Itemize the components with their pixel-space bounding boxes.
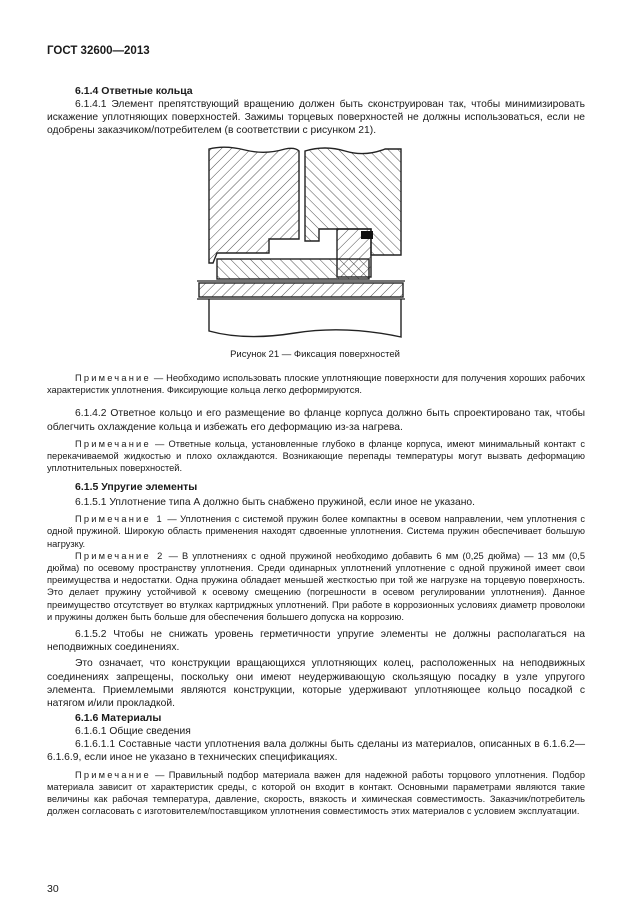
section-6-1-4 [47, 85, 585, 138]
note-1 [47, 513, 585, 550]
rotating-ring [217, 259, 369, 279]
note-label: Примечание 2 [75, 550, 165, 561]
figure-21-drawing [195, 145, 407, 343]
paragraph-6-1-4-2: 6.1.4.2 Ответное кольцо и его размещение во фланце корпуса должно быть спроектировано так, чтобы облегчить охлаждение кольца и избежать его деформацию из-за нагрева. [47, 408, 585, 433]
page-number: 30 [47, 883, 59, 895]
note [47, 769, 585, 818]
document-header: ГОСТ 32600—2013 [47, 45, 150, 57]
housing-left [209, 147, 299, 263]
note-text: — В уплотнениях с одной пружиной необходимо добавить 6 мм (0,25 дюйма) — 13 мм (0,5 дюйма) по осевому пространству уплотнения. Среди одинарных уплотнений уплотнение с одной пружиной имеет свои преимущества и недостатки. Одна пружина обладает меньшей жесткостью при той же нагрузке на торцевую поверхность. Это делает пружину устойчивой к осевому смещению (погрешности в осевом регулировании уплотнения). Данное преимущество отсутствует во втулках картриджных уплотнений. При работе в коррозионных условиях диаметр проволоки и пружины должен быть больше для обеспечения большего допуска на коррозию. [47, 550, 585, 622]
section-6-1-4-notes [47, 372, 585, 474]
shaft-sleeve [199, 283, 403, 297]
section-title: 6.1.4 Ответные кольца [75, 85, 193, 97]
note-text: — Необходимо использовать плоские уплотняющие поверхности для получения хороших рабочих характеристик уплотнения. Фиксирующие кольца легко деформируются. [47, 373, 585, 396]
note-text: — Ответные кольца, установленные глубоко в фланце корпуса, имеют минимальный контакт с перекачиваемой жидкостью и плохо охлаждаются. Возникающие перепады температуры могут вызвать деформацию уплотнительных поверхностей. [47, 438, 585, 474]
paragraph-6-1-5-2: 6.1.5.2 Чтобы не снижать уровень герметичности упругие элементы не должны располагаться на неподвижных соединениях. [47, 629, 585, 654]
paragraph-6-1-5-2-explanation: Это означает, что конструкции вращающихся уплотняющих колец, расположенных на неподвижных соединениях запрещены, поскольку они имеют неудерживающую скользящую посадку в узле упругого элемента. Приемлемыми являются конструкции, которые удерживают уплотняющее кольцо посадкой с натягом и/или прокладкой. [47, 658, 585, 710]
section-title: 6.1.6 Материалы [75, 712, 162, 724]
shaft-break [209, 299, 401, 337]
note-label: Примечание [75, 769, 151, 780]
section-6-1-5 [47, 481, 585, 710]
paragraph-6-1-4-1: 6.1.4.1 Элемент препятствующий вращению должен быть сконструирован так, чтобы минимизировать искажение уплотняющих поверхностей. Зажимы торцевых поверхностей не должны использоваться, если не одобрены заказчиком/потребителем (в соответствии с рисунком 21). [47, 99, 585, 137]
figure-caption: Рисунок 21 — Фиксация поверхностей [230, 349, 400, 360]
note-text: — Уплотнения с системой пружин более компактны в осевом направлении, чем уплотнения с одной пружиной. Широкую область применения находят сдвоенные уплотнения. Система пружин обеспечивает большую нагрузку. [47, 514, 586, 549]
section-6-1-6 [47, 712, 585, 817]
note-2 [47, 550, 585, 623]
note-1 [47, 372, 585, 396]
paragraph-6-1-6-1-1: 6.1.6.1.1 Составные части уплотнения вала должны быть сделаны из материалов, описанных в 6.1.6.2—6.1.6.9, если иное не указано в технических спецификациях. [47, 739, 585, 764]
note-label: Примечание [75, 373, 151, 383]
note-2 [47, 438, 585, 475]
paragraph-6-1-6-1: 6.1.6.1 Общие сведения [75, 726, 191, 737]
clamp-black [361, 231, 373, 239]
paragraph-6-1-5-1: 6.1.5.1 Уплотнение типа А должно быть снабжено пружиной, если иное не указано. [75, 497, 476, 508]
note-label: Примечание 1 [75, 514, 164, 525]
note-label: Примечание [75, 438, 151, 449]
note-text: — Правильный подбор материала важен для надежной работы торцового уплотнения. Подбор материала зависит от характеристик среды, с которой он входит в контакт. Основными параметрами являются такие величины как рабочая температура, давление, скорость, вязкость и химическая совместимость. Заказчик/потребитель должен согласовать с изготовителем/поставщиком уплотнения совместимость этих материалов с условием эксплуатации. [47, 769, 585, 817]
section-title: 6.1.5 Упругие элементы [75, 481, 198, 493]
